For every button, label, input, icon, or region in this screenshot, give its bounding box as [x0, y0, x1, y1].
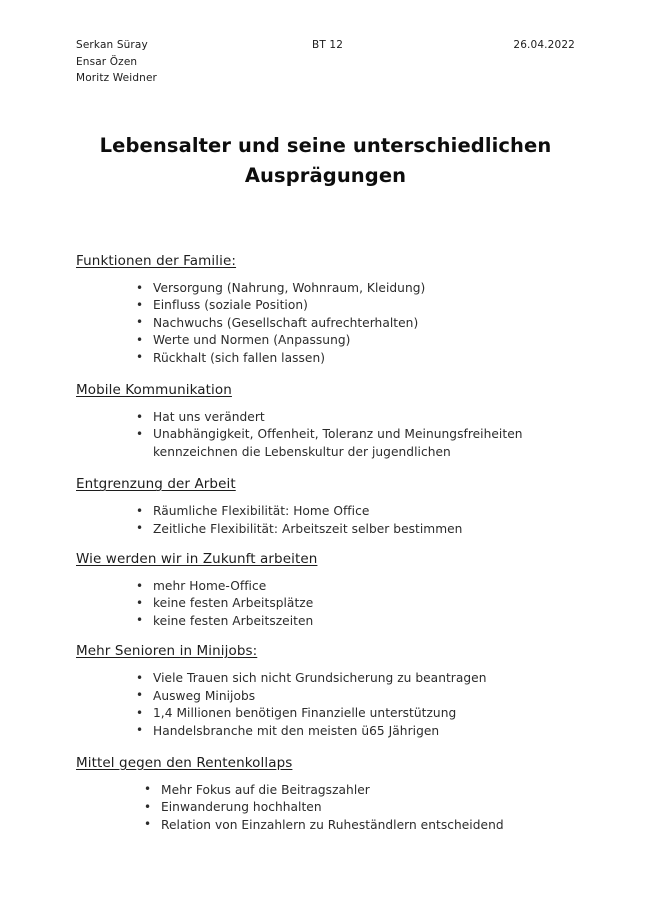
- header-row-3: [76, 70, 575, 87]
- list-item: • keine festen Arbeitszeiten: [76, 613, 586, 630]
- header-row-1: [76, 37, 575, 54]
- section-heading: [76, 753, 586, 773]
- section-heading-text: Entgrenzung der Arbeit: [76, 476, 236, 493]
- section-heading: [76, 641, 586, 661]
- list-item: • Zeitliche Flexibilität: Arbeitszeit selber bestimmen: [76, 521, 586, 538]
- section: [76, 380, 586, 461]
- list-item: • keine festen Arbeitsplätze: [76, 595, 586, 612]
- section-heading-text: Mobile Kommunikation: [76, 382, 232, 399]
- course-code: BT 12: [312, 39, 344, 51]
- list-item: • Hat uns verändert: [76, 409, 586, 426]
- bullet-list: [76, 503, 586, 538]
- list-item: • Relation von Einzahlern zu Ruheständlern entscheidend: [76, 817, 586, 834]
- section-heading: [76, 380, 586, 400]
- list-item: • Einfluss (soziale Position): [76, 297, 586, 314]
- header-row-2: [76, 54, 575, 71]
- section-heading: [76, 549, 586, 569]
- bullet-list: [76, 670, 586, 740]
- document-body: [76, 251, 586, 834]
- list-item: • Nachwuchs (Gesellschaft aufrechterhalten): [76, 315, 586, 332]
- bullet-list: [76, 280, 586, 367]
- list-item: • Versorgung (Nahrung, Wohnraum, Kleidung): [76, 280, 586, 297]
- section-heading: [76, 251, 586, 271]
- section: [76, 251, 586, 367]
- list-item: • Viele Trauen sich nicht Grundsicherung zu beantragen: [76, 670, 586, 687]
- bullet-list: [76, 578, 586, 630]
- bullet-list: [76, 782, 586, 834]
- list-item: • Werte und Normen (Anpassung): [76, 332, 586, 349]
- bullet-list: [76, 409, 586, 461]
- list-item: • Handelsbranche mit den meisten ü65 Jährigen: [76, 723, 586, 740]
- list-item: • Räumliche Flexibilität: Home Office: [76, 503, 586, 520]
- section: [76, 753, 586, 834]
- list-item: • Unabhängigkeit, Offenheit, Toleranz und Meinungsfreiheiten kennzeichnen die Lebenskultur der jugendlichen: [76, 426, 586, 461]
- section: [76, 641, 586, 740]
- section: [76, 474, 586, 538]
- list-item: • Mehr Fokus auf die Beitragszahler: [76, 782, 586, 799]
- section-heading-text: Wie werden wir in Zukunft arbeiten: [76, 551, 318, 568]
- document-date: 26.04.2022: [513, 39, 575, 51]
- section-heading: [76, 474, 586, 494]
- page-title: Lebensalter und seine unterschiedlichen Ausprägungen: [99, 134, 552, 187]
- document-header: [76, 37, 575, 89]
- list-item: • Einwanderung hochhalten: [76, 799, 586, 816]
- author-name-3: Moritz Weidner: [76, 72, 158, 84]
- list-item: • mehr Home-Office: [76, 578, 586, 595]
- list-item: • Ausweg Minijobs: [76, 688, 586, 705]
- section-heading-text: Funktionen der Familie:: [76, 253, 237, 269]
- author-name-1: Serkan Süray: [76, 39, 148, 51]
- list-item: • Rückhalt (sich fallen lassen): [76, 350, 586, 367]
- list-item: • 1,4 Millionen benötigen Finanzielle unterstützung: [76, 705, 586, 722]
- section: [76, 549, 586, 630]
- section-heading-text: Mittel gegen den Rentenkollaps: [76, 754, 293, 771]
- author-name-2: Ensar Özen: [76, 55, 138, 68]
- section-heading-text: Mehr Senioren in Minijobs:: [76, 643, 258, 660]
